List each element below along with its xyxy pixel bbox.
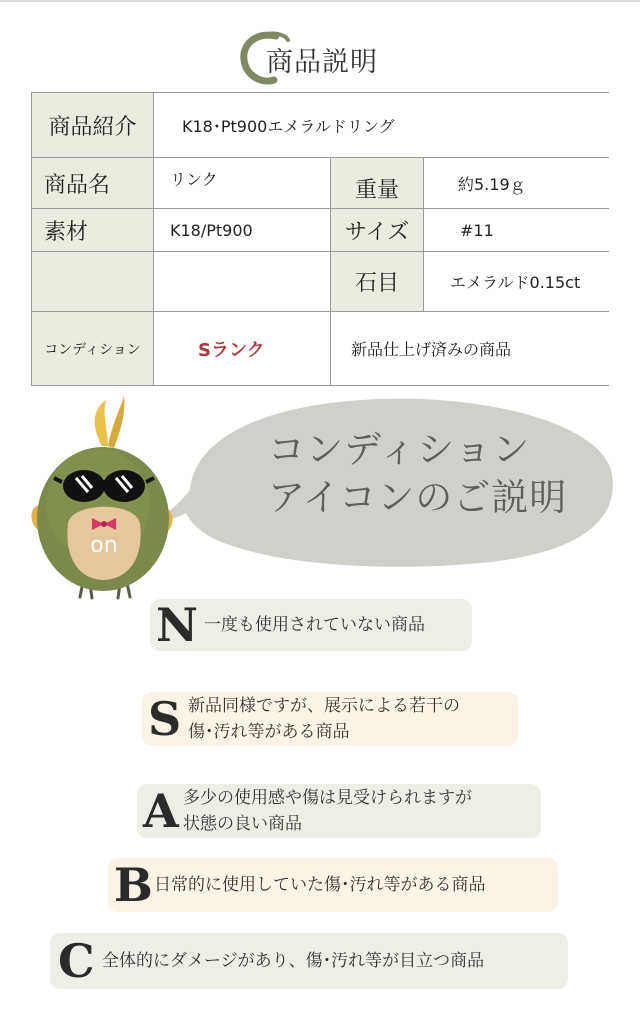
condition-desc-n: 一度も使用されていない商品 (204, 615, 425, 635)
bubble-line-2: アイコンのご説明 (268, 476, 568, 519)
size-label: サイズ (344, 219, 410, 245)
condition-note: 新品仕上げ済みの商品 (351, 340, 512, 359)
condition-letter-b: B (114, 858, 153, 912)
intro-label: 商品紹介 (48, 114, 137, 140)
size-label-cell (331, 209, 424, 252)
page-title: 商品説明 (266, 47, 378, 78)
top-divider (0, 0, 640, 2)
condition-rank-cell (154, 312, 331, 385)
material-value: K18/Pt900 (170, 220, 253, 240)
product-spec-table (31, 92, 609, 386)
material-label-cell (32, 209, 154, 252)
intro-label-cell (32, 93, 154, 158)
condition-note-cell (331, 312, 609, 385)
stone-value-cell (424, 252, 609, 312)
condition-item-a (137, 784, 541, 838)
material-value-cell (154, 209, 331, 252)
name-label-cell (32, 158, 154, 209)
weight-value: 約5.19ｇ (458, 174, 526, 194)
condition-letter-s: S (148, 692, 182, 746)
intro-value-cell (154, 93, 609, 158)
bubble-line-1: コンディション (268, 428, 531, 471)
condition-desc-c: 全体的にダメージがあり、傷･汚れ等が目立つ商品 (102, 951, 485, 971)
condition-rank: Sランク (198, 339, 265, 361)
stone-value: エメラルド0.15ct (450, 273, 581, 292)
name-label: 商品名 (44, 172, 111, 198)
stone-label: 石目 (354, 271, 399, 296)
condition-item-c (50, 933, 568, 989)
stone-label-cell (331, 252, 424, 312)
condition-letter-n: N (156, 598, 199, 652)
weight-value-cell (424, 158, 609, 209)
section-title (0, 26, 640, 86)
name-value-cell (154, 158, 331, 209)
material-label: 素材 (44, 219, 89, 245)
condition-desc-a-2: 状態の良い商品 (183, 814, 302, 834)
mascot-bird-icon (28, 394, 178, 604)
empty-value-cell (154, 252, 331, 312)
condition-desc-b: 日常的に使用していた傷･汚れ等がある商品 (154, 875, 486, 895)
size-value: #11 (460, 220, 494, 240)
weight-label: 重量 (354, 177, 399, 203)
condition-letter-a: A (143, 784, 179, 838)
condition-letter-c: C (58, 934, 95, 988)
condition-desc-s-1: 新品同様ですが、展示による若干の (188, 696, 460, 716)
condition-item-b (108, 858, 558, 912)
mascot-badge-text: on (90, 533, 118, 558)
intro-value: K18･Pt900エメラルドリング (182, 116, 395, 136)
condition-label-cell (32, 312, 154, 385)
name-value: リンク (170, 169, 218, 189)
condition-desc-a-1: 多少の使用感や傷は見受けられますが (183, 788, 472, 808)
condition-label: コンディション (44, 341, 141, 358)
condition-item-n (150, 599, 472, 651)
condition-item-s (142, 692, 518, 746)
empty-label-cell (32, 252, 154, 312)
size-value-cell (424, 209, 609, 252)
weight-label-cell (331, 158, 424, 209)
condition-desc-s-2: 傷･汚れ等がある商品 (188, 722, 350, 742)
bubble-title (268, 426, 567, 522)
